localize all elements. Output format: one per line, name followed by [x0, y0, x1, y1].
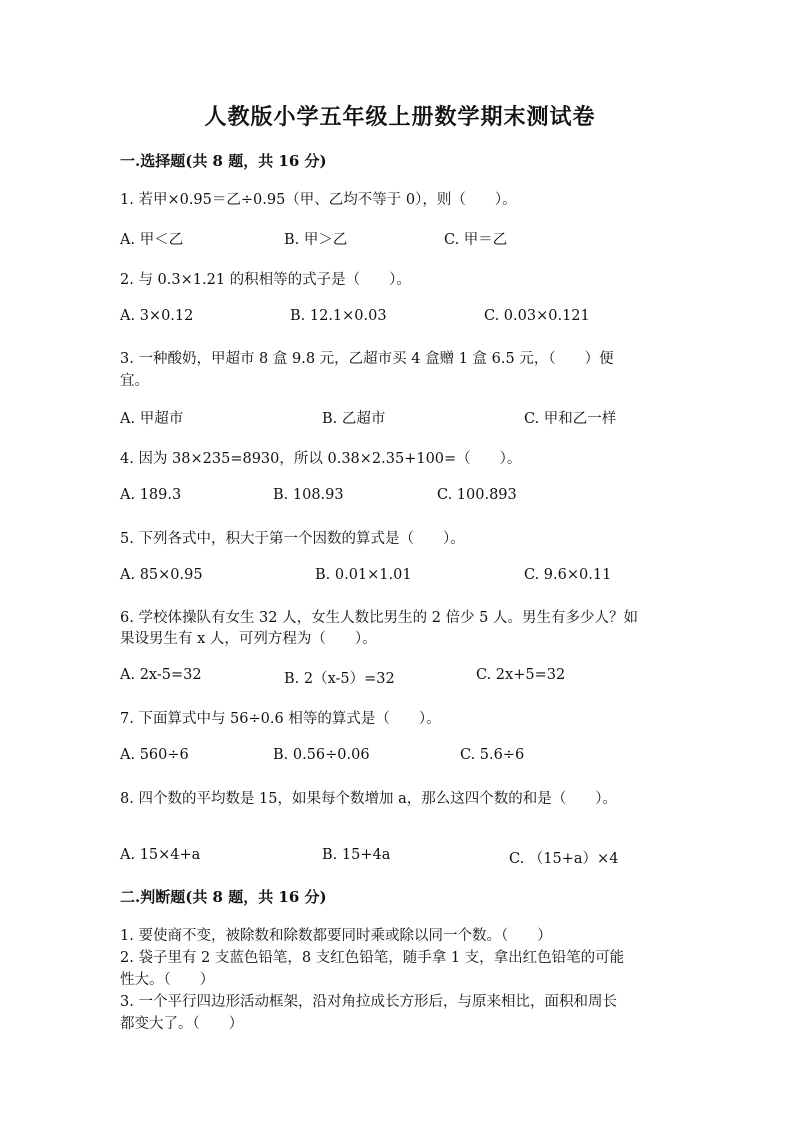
q5-option-c: C. 9.6×0.11	[524, 567, 612, 583]
q8-option-b: B. 15+4a	[322, 847, 391, 863]
section-heading-judgement: 二.判断题(共 8 题，共 16 分)	[120, 888, 327, 906]
q4-option-c: C. 100.893	[437, 487, 517, 503]
question-6-line-2: 果设男生有 x 人，可列方程为（ ）。	[120, 631, 377, 647]
q1-option-a: A. 甲＜乙	[120, 232, 184, 248]
q6-option-b: B. 2（x-5）=32	[284, 671, 395, 687]
section-heading-choice: 一.选择题(共 8 题，共 16 分)	[120, 152, 327, 170]
q7-option-b: B. 0.56÷0.06	[273, 747, 370, 763]
question-2: 2. 与 0.3×1.21 的积相等的式子是（ ）。	[120, 272, 411, 288]
q6-option-a: A. 2x-5=32	[120, 667, 202, 683]
judgement-item-3-line-2: 都变大了。（ ）	[120, 1016, 244, 1032]
question-3-line-1: 3. 一种酸奶，甲超市 8 盒 9.8 元，乙超市买 4 盒赠 1 盒 6.5 元，（ ）便	[120, 351, 614, 367]
q3-option-b: B. 乙超市	[322, 411, 386, 427]
judgement-item-3-line-1: 3. 一个平行四边形活动框架，沿对角拉成长方形后，与原来相比，面积和周长	[120, 994, 617, 1010]
question-7: 7. 下面算式中与 56÷0.6 相等的算式是（ ）。	[120, 711, 441, 727]
q7-option-a: A. 560÷6	[120, 747, 189, 763]
q7-option-c: C. 5.6÷6	[460, 747, 525, 763]
question-1: 1. 若甲×0.95＝乙÷0.95（甲、乙均不等于 0），则（ ）。	[120, 192, 517, 208]
q3-option-a: A. 甲超市	[120, 411, 184, 427]
question-6-line-1: 6. 学校体操队有女生 32 人，女生人数比男生的 2 倍少 5 人。男生有多少人？如	[120, 610, 638, 626]
question-8: 8. 四个数的平均数是 15，如果每个数增加 a，那么这四个数的和是（ ）。	[120, 791, 618, 807]
question-3-line-2: 宜。	[120, 373, 149, 389]
q3-option-c: C. 甲和乙一样	[524, 411, 617, 427]
q1-option-c: C. 甲＝乙	[444, 232, 508, 248]
page-title: 人教版小学五年级上册数学期末测试卷	[204, 104, 596, 130]
judgement-item-2-line-2: 性大。（ ）	[120, 972, 215, 988]
judgement-item-2-line-1: 2. 袋子里有 2 支蓝色铅笔，8 支红色铅笔，随手拿 1 支，拿出红色铅笔的可能	[120, 950, 625, 966]
q5-option-b: B. 0.01×1.01	[315, 567, 412, 583]
question-5: 5. 下列各式中，积大于第一个因数的算式是（ ）。	[120, 531, 465, 547]
q2-option-a: A. 3×0.12	[120, 308, 194, 324]
q4-option-a: A. 189.3	[120, 487, 182, 503]
question-4: 4. 因为 38×235=8930，所以 0.38×2.35+100=（ ）。	[120, 451, 522, 467]
q6-option-c: C. 2x+5=32	[476, 667, 566, 683]
q8-option-c: C. （15+a）×4	[509, 851, 619, 867]
q2-option-b: B. 12.1×0.03	[290, 308, 387, 324]
judgement-item-1: 1. 要使商不变，被除数和除数都要同时乘或除以同一个数。（ ）	[120, 928, 552, 944]
q2-option-c: C. 0.03×0.121	[484, 308, 590, 324]
q4-option-b: B. 108.93	[273, 487, 344, 503]
q5-option-a: A. 85×0.95	[120, 567, 203, 583]
q8-option-a: A. 15×4+a	[120, 847, 201, 863]
q1-option-b: B. 甲＞乙	[284, 232, 348, 248]
